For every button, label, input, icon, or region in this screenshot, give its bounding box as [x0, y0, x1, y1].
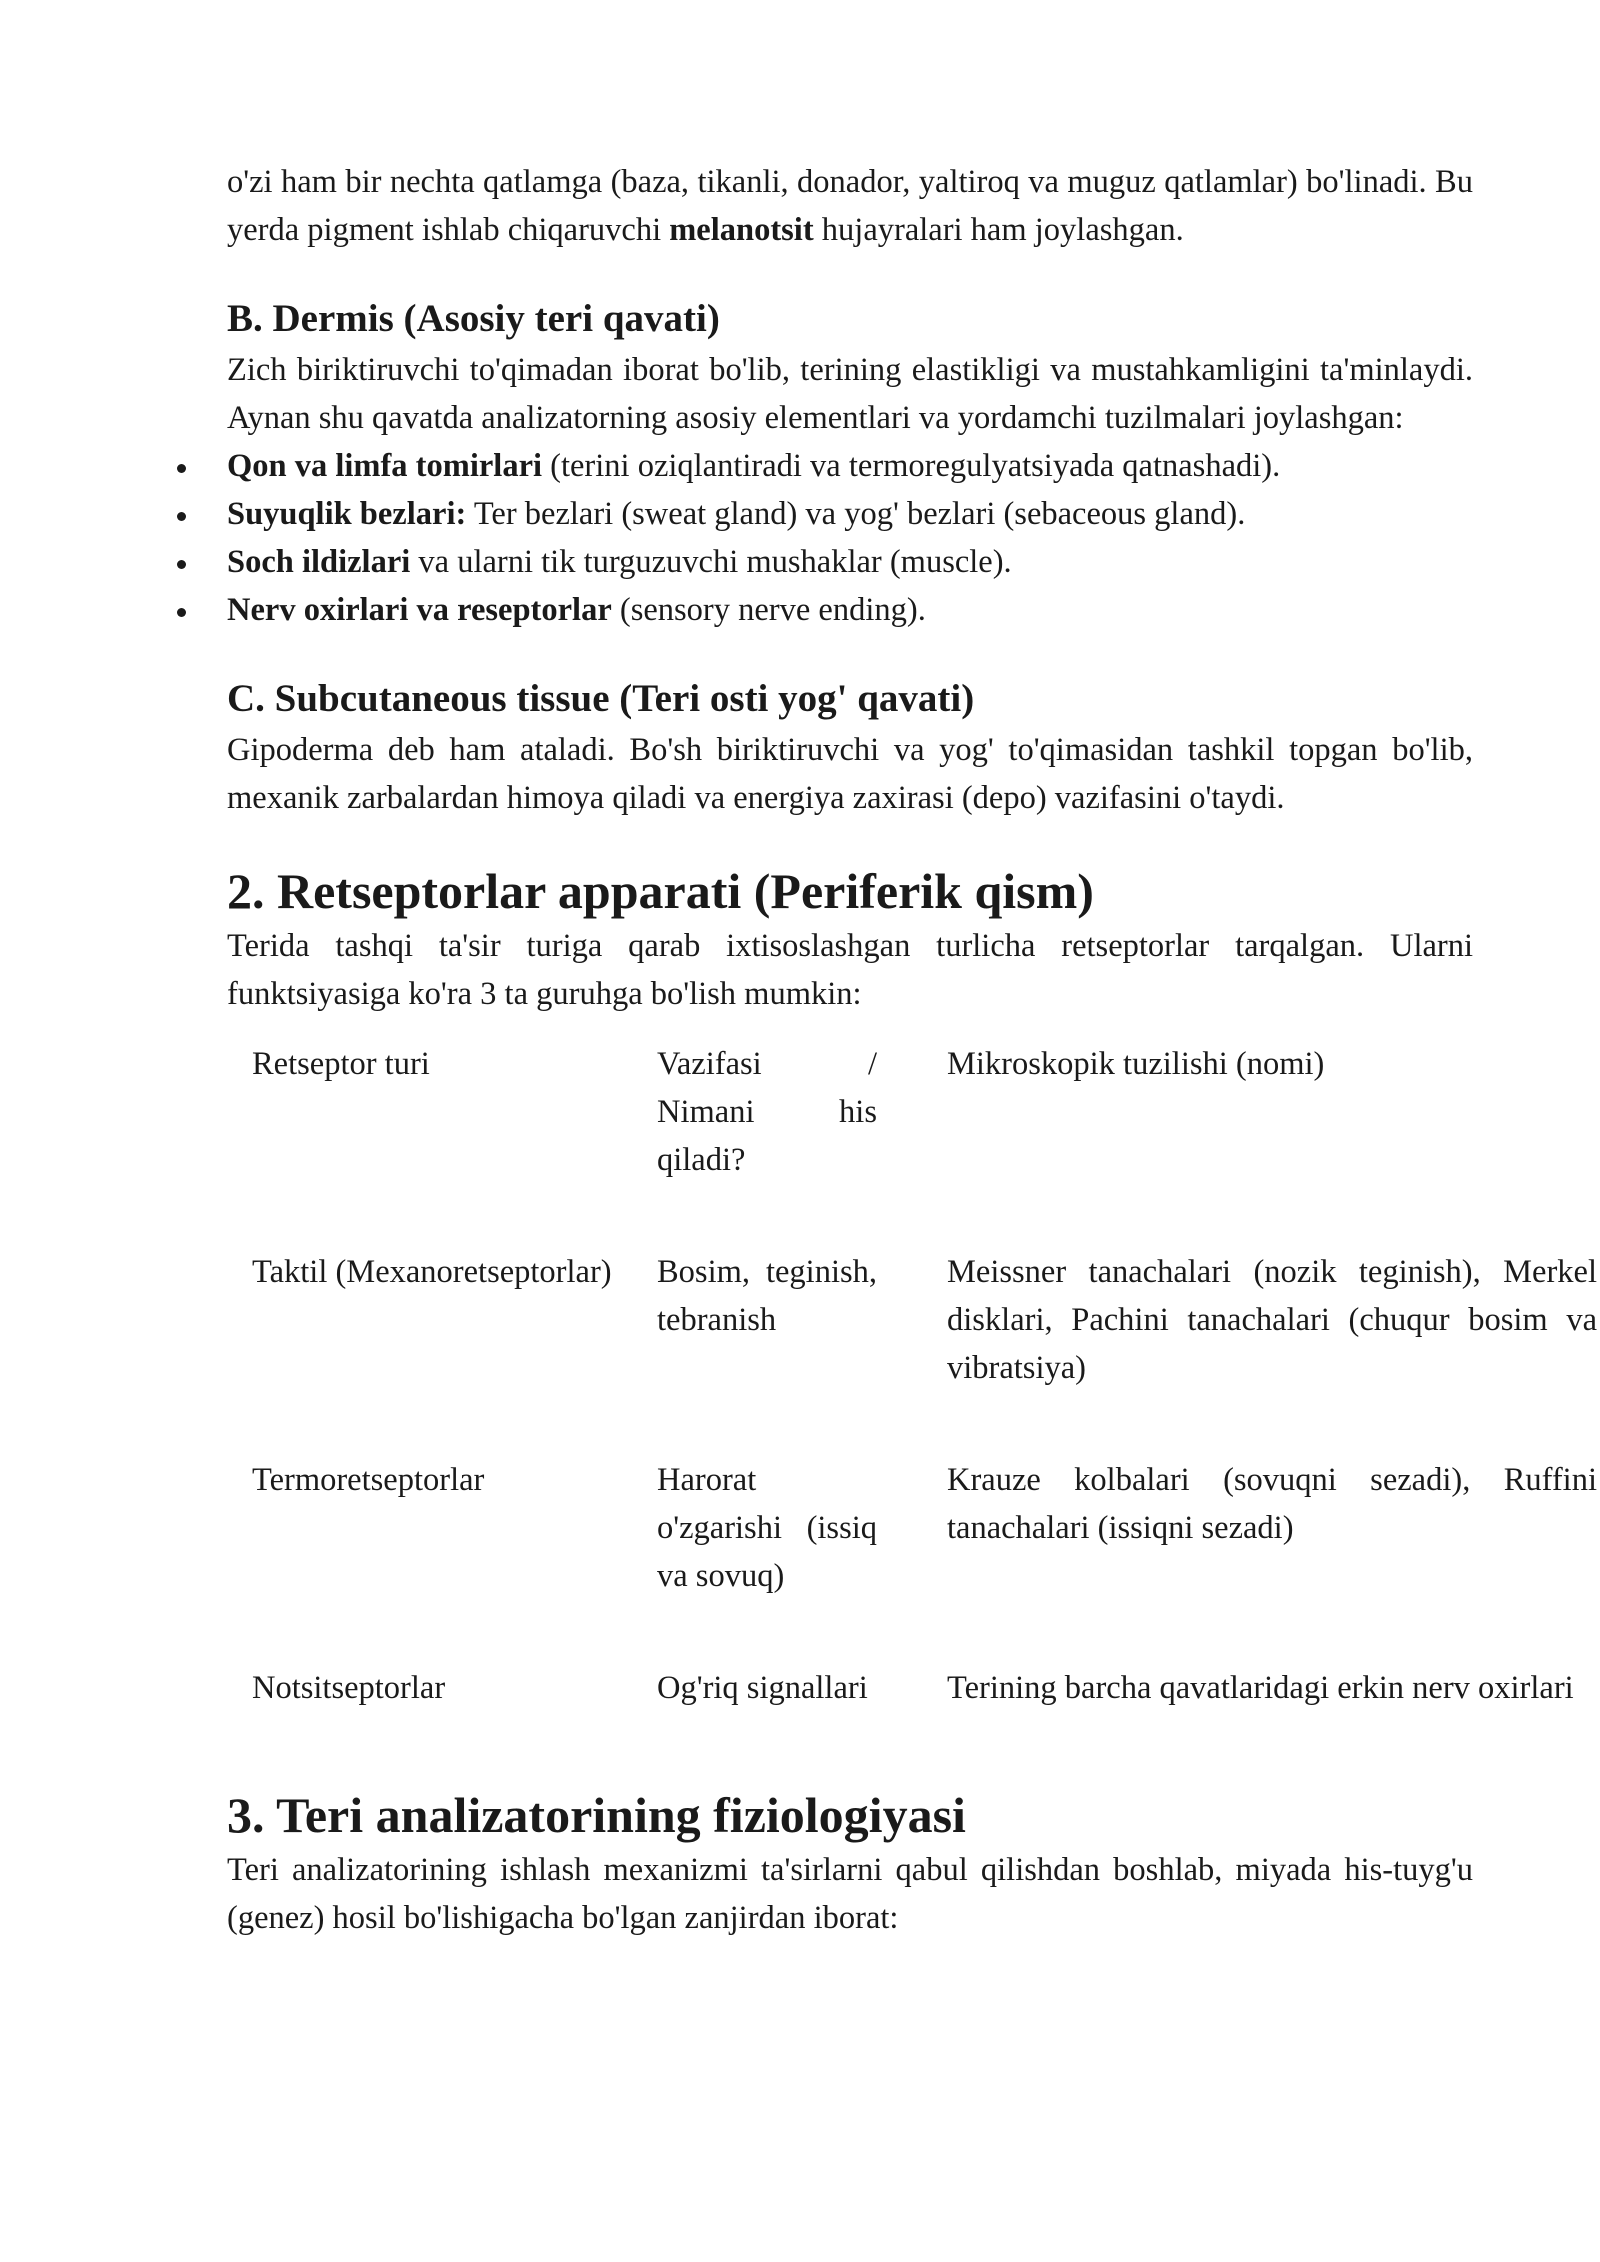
table-header-cell: Mikroskopik tuzilishi (nomi): [947, 1046, 1325, 1082]
table-cell: Meissner tanachalari (nozik teginish), Merkel disklari, Pachini tanachalari (chuqur bosim va vibratsiya): [947, 1254, 1597, 1386]
section-2-paragraph: Terida tashqi ta'sir turiga qarab ixtisoslashgan turlicha retseptorlar tarqalgan. Ularni funktsiyasiga ko'ra 3 ta guruhga bo'lish mumkin:: [227, 928, 1473, 1012]
section-c-paragraph: Gipoderma deb ham ataladi. Bo'sh biriktiruvchi va yog' to'qimasidan tashkil topgan bo'lib, mexanik zarbalardan himoya qiladi va energiya zaxirasi (depo) vazifasini o'taydi.: [227, 732, 1473, 816]
receptor-table: [252, 1040, 1597, 1712]
list-item-text: va ularni tik turguzuvchi mushaklar (muscle).: [410, 544, 1012, 580]
section-b-list: [227, 442, 1473, 634]
list-item-text: (terini oziqlantiradi va termoregulyatsiyada qatnashadi).: [542, 448, 1281, 484]
table-cell: Krauze kolbalari (sovuqni sezadi), Ruffini tanachalari (issiqni sezadi): [947, 1462, 1597, 1546]
table-row: [252, 1664, 1597, 1712]
table-header-cell: Retseptor turi: [252, 1046, 430, 1082]
table-header-row: [252, 1040, 1597, 1184]
table-cell: Termoretseptorlar: [252, 1462, 485, 1498]
section-b-paragraph: Zich biriktiruvchi to'qimadan iborat bo'lib, terining elastikligi va mustahkamligini ta'minlaydi. Aynan shu qavatda analizatorning asosiy elementlari va yordamchi tuzilmalari joylashgan:: [227, 352, 1473, 436]
table-cell: Harorat o'zgarishi (issiq va sovuq): [657, 1462, 877, 1594]
section-3-heading: 3. Teri analizatorining fiziologiyasi: [227, 1787, 966, 1843]
table-cell: Terining barcha qavatlaridagi erkin nerv oxirlari: [947, 1670, 1574, 1706]
table-row: [252, 1456, 1597, 1600]
list-item: [227, 538, 1473, 586]
intro-paragraph: [227, 158, 1473, 254]
list-item: [227, 490, 1473, 538]
table-cell: Taktil (Mexanoretseptorlar): [252, 1254, 612, 1290]
intro-text-a: o'zi ham bir nechta qatlamga (baza, tikanli, donador, yaltiroq va muguz qatlamlar) bo'linadi. Bu yerda pigment ishlab chiqaruvchi: [227, 164, 1473, 248]
intro-text-b: hujayralari ham joylashgan.: [813, 212, 1184, 248]
table-header-cell: Vazifasi / Nimani his qiladi?: [657, 1046, 877, 1178]
section-2-heading: 2. Retseptorlar apparati (Periferik qism): [227, 863, 1094, 919]
section-3-paragraph: Teri analizatorining ishlash mexanizmi ta'sirlarni qabul qilishdan boshlab, miyada his-tuyg'u (genez) hosil bo'lishigacha bo'lgan zanjirdan iborat:: [227, 1852, 1473, 1936]
list-item-bold: Qon va limfa tomirlari: [227, 448, 543, 484]
intro-bold-term: melanotsit: [669, 212, 814, 248]
list-item: [227, 442, 1473, 490]
page-content: [227, 158, 1597, 1942]
table-cell: Bosim, teginish, tebranish: [657, 1254, 877, 1338]
list-item-text: (sensory nerve ending).: [611, 592, 926, 628]
list-item: [227, 586, 1473, 634]
table-cell: Og'riq signallari: [657, 1670, 868, 1706]
table-cell: Notsitseptorlar: [252, 1670, 446, 1706]
section-b-heading: B. Dermis (Asosiy teri qavati): [227, 297, 720, 340]
list-item-bold: Suyuqlik bezlari:: [227, 496, 467, 532]
list-item-bold: Nerv oxirlari va reseptorlar: [227, 592, 612, 628]
table-row: [252, 1248, 1597, 1392]
list-item-text: Ter bezlari (sweat gland) va yog' bezlari (sebaceous gland).: [466, 496, 1246, 532]
section-c-heading: C. Subcutaneous tissue (Teri osti yog' qavati): [227, 677, 975, 720]
list-item-bold: Soch ildizlari: [227, 544, 411, 580]
